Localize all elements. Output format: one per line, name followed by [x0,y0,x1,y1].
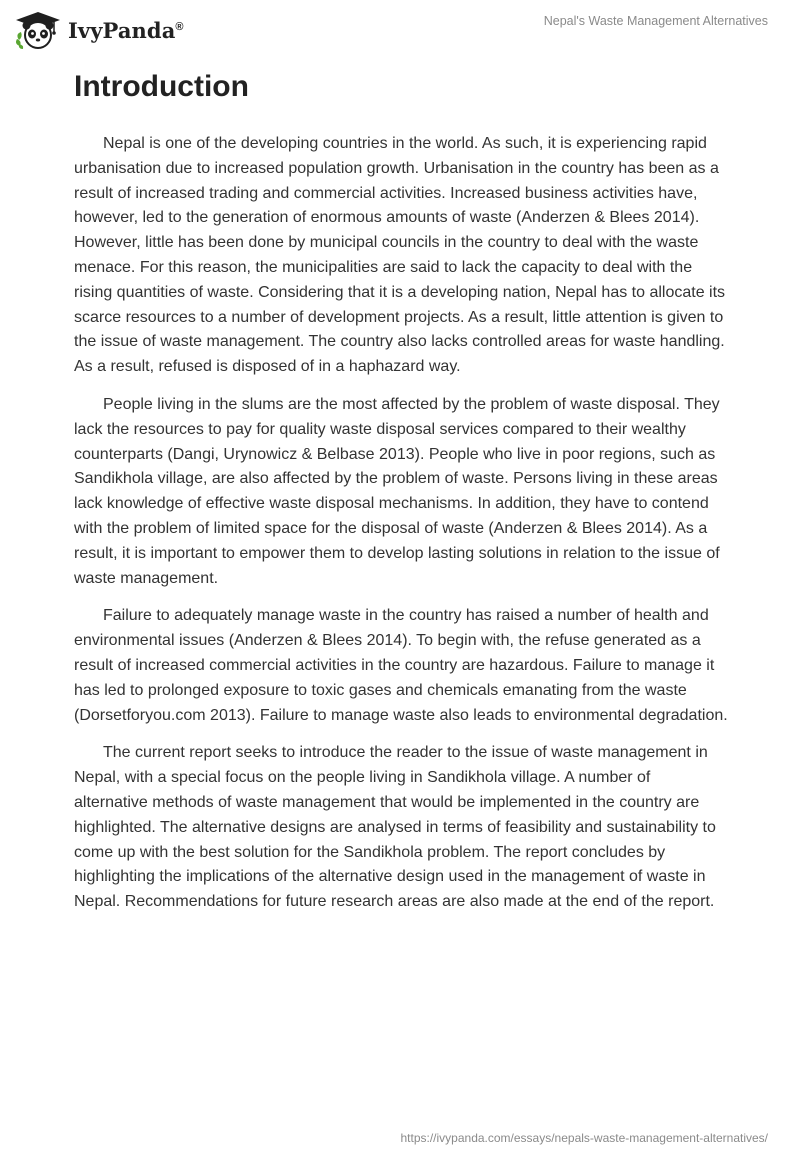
panda-graduate-icon [14,10,62,50]
essay-body [74,132,728,928]
source-url[interactable]: https://ivypanda.com/essays/nepals-waste-management-alternatives/ [400,1131,768,1145]
registered-mark: ® [175,20,184,33]
paragraph: Failure to adequately manage waste in the country has raised a number of health and environmental issues (Anderzen & Blees 2014). To begin with, the refuse generated as a result of increased commercial activities in the country are hazardous. Failure to manage it has led to prolonged exposure to toxic gases and chemicals emanating from the waste (Dorsetforyou.com 2013). Failure to manage waste also leads to environmental degradation. [74,607,728,724]
ivypanda-logo[interactable] [14,10,184,50]
paragraph: People living in the slums are the most affected by the problem of waste disposal. They lack the resources to pay for quality waste disposal services compared to their wealthy counterparts (Dangi, Urynowicz & Belbase 2013). People who live in poor regions, such as Sandikhola village, are also affected by the problem of waste. Persons living in these areas lack knowledge of effective waste disposal mechanisms. In addition, they have to contend with the problem of limited space for the disposal of waste (Anderzen & Blees 2014). As a result, it is important to empower them to develop lasting solutions in relation to the issue of waste management. [74,395,720,587]
paragraph: The current report seeks to introduce the reader to the issue of waste management in Nepal, with a special focus on the people living in Sandikhola village. A number of alternative methods of waste management that would be implemented in the country are highlighted. The alternative designs are analysed in terms of feasibility and sustainability to come up with the best solution for the Sandikhola problem. The report concludes by highlighting the implications of the alternative design used in the management of waste in Nepal. Recommendations for future research areas are also made at the end of the report. [74,744,716,911]
section-heading: Introduction [74,70,249,103]
logo-text: IvyPanda® [68,17,184,43]
paragraph: Nepal is one of the developing countries in the world. As such, it is experiencing rapid urbanisation due to increased population growth. Urbanisation in the country has been as a result of increased trading and commercial activities. Increased business activities have, however, led to the generation of enormous amounts of waste (Anderzen & Blees 2014). However, little has been done by municipal councils in the country to deal with the waste menace. For this reason, the municipalities are said to lack the capacity to deal with the rising quantities of waste. Considering that it is a developing nation, Nepal has to allocate its scarce resources to a number of development projects. As a result, little attention is given to the issue of waste management. The country also lacks controlled areas for waste handling. As a result, refused is disposed of in a haphazard way. [74,135,726,376]
page-header [0,0,800,60]
document-title: Nepal's Waste Management Alternatives [543,14,768,28]
